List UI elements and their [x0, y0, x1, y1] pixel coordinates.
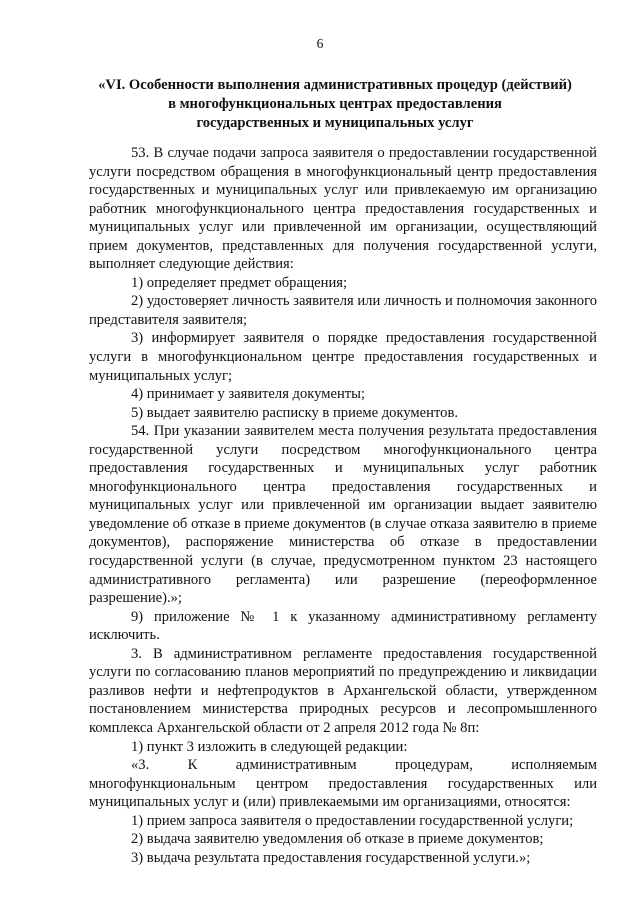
list-item-1: 1) определяет предмет обращения; [131, 274, 348, 291]
heading-line-3: государственных и муниципальных услуг [196, 115, 474, 131]
document-body [89, 144, 597, 867]
list-item-5: 5) выдает заявителю расписку в приеме документов. [131, 404, 458, 421]
procedure-item-3: 3) выдача результата предоставления государственной услуги.»; [131, 849, 531, 866]
procedure-item-2: 2) выдача заявителю уведомления об отказе в приеме документов; [131, 831, 544, 848]
list-item-4: 4) принимает у заявителя документы; [131, 386, 366, 403]
paragraph-54: 54. При указании заявителем места получения результата предоставления государственной услуги посредством многофункционального центра предоставления государственных и муниципальных услуг работник многофункционального центра предоставления государственных и муниципальных услуг или привлеченной им организации выдает заявителю уведомление об отказе в приеме документов (в случае отказа заявителю в приеме документов), распоряжение министерства об отказе в предоставлении государственной услуги (в случае, предусмотренном пунктом 23 настоящего административного регламента) или разрешение (переоформленное разрешение).»; [89, 423, 597, 607]
heading-line-1: «VI. Особенности выполнения административных процедур (действий) [98, 77, 572, 93]
section-heading [70, 76, 600, 133]
paragraph-53: 53. В случае подачи запроса заявителя о предоставлении государственной услуги посредством обращения в многофункциональный центр предоставления государственных и муниципальных услуг или привлекаемую им организацию работник многофункционального центра предоставления государственных и муниципальных услуг или привлеченной им организации, осуществляющий прием документов, представленных для получения государственной услуги, выполняет следующие действия: [89, 145, 597, 273]
paragraph-3: 3. В административном регламенте предоставления государственной услуги по согласованию планов мероприятий по предупреждению и ликвидации разливов нефти и нефтепродуктов в Архангельской области, утвержденном постановлением министерства природных ресурсов и лесопромышленного комплекса Архангельской области от 2 апреля 2012 года № 8п: [89, 645, 597, 736]
amendment-item-1: 1) пункт 3 изложить в следующей редакции: [131, 738, 408, 755]
heading-line-2: в многофункциональных центрах предоставления [168, 96, 502, 112]
paragraph-item-9: 9) приложение № 1 к указанному административному регламенту исключить. [89, 608, 597, 644]
list-item-3: 3) информирует заявителя о порядке предоставления государственной услуги в многофункциональном центре предоставления государственных и муниципальных услуг; [89, 330, 597, 384]
list-item-2: 2) удостоверяет личность заявителя или личность и полномочия законного представителя заявителя; [89, 293, 597, 328]
page-number: 6 [316, 36, 324, 51]
quoted-point-3: «3. К административным процедурам, исполняемым многофункциональным центром предоставления государственных или муниципальных услуг и (или) привлекаемыми им организациями, относятся: [89, 757, 597, 811]
procedure-item-1: 1) прием запроса заявителя о предоставлении государственной услуги; [131, 812, 574, 829]
